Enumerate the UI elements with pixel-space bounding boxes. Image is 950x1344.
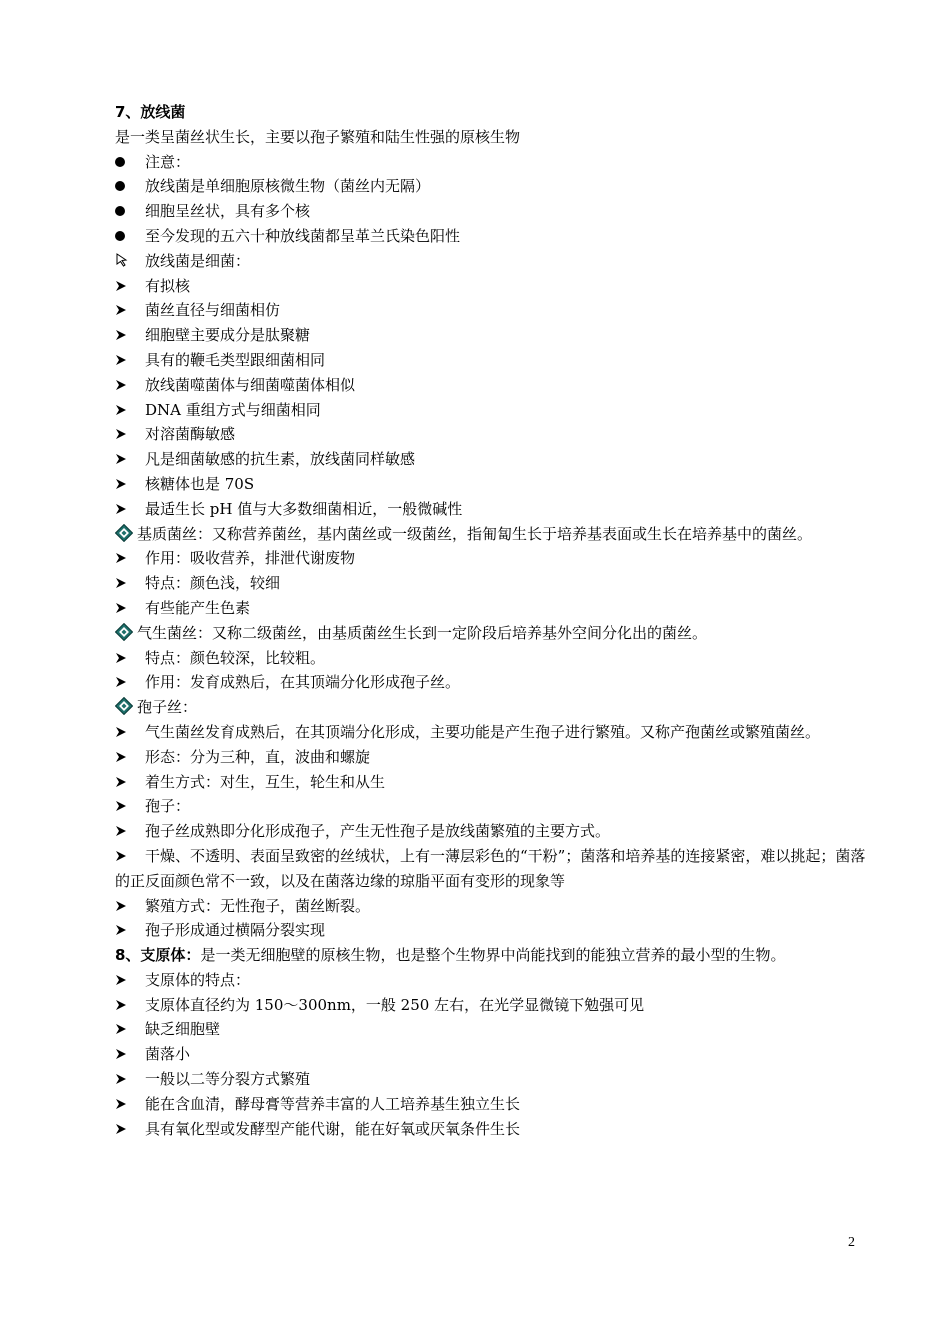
arrow-bullet-icon	[115, 745, 137, 771]
section7-title: 7、放线菌	[115, 103, 186, 121]
list-item-text: 有拟核	[145, 276, 191, 295]
list-item-text: DNA 重组方式与细菌相同	[145, 400, 321, 419]
list-item-text: 孢子丝成熟即分化形成孢子，产生无性孢子是放线菌繁殖的主要方式。	[145, 822, 611, 841]
list-item	[115, 472, 873, 497]
section8-list	[115, 968, 873, 1142]
spore-heading: 孢子丝：	[115, 695, 873, 720]
arrow-bullet-icon	[115, 398, 137, 424]
substrate-heading: 基质菌丝：又称营养菌丝，基内菌丝或一级菌丝，指匍匐生长于培养基表面或生长在培养基中的菌丝。	[115, 522, 873, 547]
list-item	[115, 298, 873, 323]
section8-title: 8、支原体：	[115, 946, 201, 965]
list-item-text: 凡是细菌敏感的抗生素，放线菌同样敏感	[145, 450, 416, 469]
list-item-text: 着生方式：对生，互生，轮生和从生	[145, 772, 386, 791]
arrow-bullet-icon	[115, 447, 137, 473]
section8-intro: 是一类无细胞壁的原核生物，也是整个生物界中尚能找到的能独立营养的最小型的生物。	[200, 946, 786, 965]
list-item	[115, 1117, 873, 1142]
list-item	[115, 844, 873, 894]
note-list	[115, 150, 873, 249]
list-item	[115, 819, 873, 844]
list-item-text: 干燥、不透明、表面呈致密的丝绒状，上有一薄层彩色的“干粉”；菌落和培养基的连接紧密，难以挑起；菌落的正反面颜色常不一致，以及在菌落边缘的琼脂平面有变形的现象等	[115, 846, 866, 890]
list-item	[115, 745, 873, 770]
list-item	[115, 596, 873, 621]
bullet-dot-icon	[115, 224, 137, 249]
list-item-text: 孢子：	[145, 797, 191, 816]
arrow-bullet-icon	[115, 546, 137, 572]
list-item	[115, 274, 873, 299]
list-item	[115, 373, 873, 398]
bacteria-heading: 放线菌是细菌：	[115, 249, 873, 274]
arrow-bullet-icon	[115, 670, 137, 696]
list-item	[115, 770, 873, 795]
list-item-text: 繁殖方式：无性孢子，菌丝断裂。	[145, 896, 371, 915]
arrow-bullet-icon	[115, 770, 137, 796]
arrow-bullet-icon	[115, 348, 137, 374]
arrow-bullet-icon	[115, 373, 137, 399]
arrow-bullet-icon	[115, 720, 137, 746]
arrow-bullet-icon	[115, 274, 137, 300]
list-item	[115, 894, 873, 919]
section8-heading	[115, 943, 873, 968]
list-item-text: 形态：分为三种，直，波曲和螺旋	[145, 747, 371, 766]
arrow-bullet-icon	[115, 571, 137, 597]
list-item-text: 注意：	[145, 152, 191, 171]
list-item-text: 气生菌丝发育成熟后，在其顶端分化形成，主要功能是产生孢子进行繁殖。又称产孢菌丝或繁殖菌丝。	[145, 722, 821, 741]
section7-intro: 是一类呈菌丝状生长，主要以孢子繁殖和陆生性强的原核生物	[115, 127, 521, 146]
list-item	[115, 546, 873, 571]
list-item	[115, 670, 873, 695]
spore-list	[115, 720, 873, 943]
list-item-text: 作用：发育成熟后，在其顶端分化形成孢子丝。	[145, 673, 461, 692]
list-item-text: 最适生长 pH 值与大多数细菌相近，一般微碱性	[145, 499, 463, 518]
list-item-text: 至今发现的五六十种放线菌都呈革兰氏染色阳性	[145, 226, 461, 245]
bacteria-list	[115, 274, 873, 522]
arrow-bullet-icon	[115, 993, 137, 1019]
list-item-text: 细胞呈丝状，具有多个核	[145, 202, 311, 221]
list-item	[115, 918, 873, 943]
arrow-bullet-icon	[115, 646, 137, 672]
hollow-arrow-icon	[115, 249, 137, 275]
arrow-bullet-icon	[115, 1042, 137, 1068]
arrow-bullet-icon	[115, 472, 137, 498]
list-item-text: 支原体的特点：	[145, 970, 251, 989]
list-item	[115, 199, 873, 224]
arrow-bullet-icon	[115, 323, 137, 349]
arrow-bullet-icon	[115, 968, 137, 994]
arrow-bullet-icon	[115, 794, 137, 820]
arrow-bullet-icon	[115, 298, 137, 324]
list-item-text: 菌丝直径与细菌相仿	[145, 301, 281, 320]
arrow-bullet-icon	[115, 844, 137, 870]
arrow-bullet-icon	[115, 1117, 137, 1143]
list-item	[115, 150, 873, 175]
diamond-icon	[115, 524, 133, 542]
list-item	[115, 794, 873, 819]
list-item-text: 放线菌噬菌体与细菌噬菌体相似	[145, 375, 356, 394]
arrow-bullet-icon	[115, 1017, 137, 1043]
list-item	[115, 224, 873, 249]
arrow-bullet-icon	[115, 1067, 137, 1093]
bullet-dot-icon	[115, 174, 137, 199]
substrate-list	[115, 546, 873, 620]
list-item	[115, 571, 873, 596]
list-item	[115, 174, 873, 199]
page-number: 2	[848, 1235, 855, 1250]
list-item-text: 一般以二等分裂方式繁殖	[145, 1070, 311, 1089]
arrow-bullet-icon	[115, 918, 137, 944]
aerial-heading: 气生菌丝：又称二级菌丝，由基质菌丝生长到一定阶段后培养基外空间分化出的菌丝。	[115, 621, 873, 646]
list-item-text: 核糖体也是 70S	[145, 474, 255, 493]
arrow-bullet-icon	[115, 497, 137, 523]
list-item	[115, 398, 873, 423]
list-item	[115, 646, 873, 671]
diamond-icon	[115, 623, 133, 641]
list-item	[115, 720, 873, 745]
list-item-text: 孢子形成通过横隔分裂实现	[145, 921, 326, 940]
list-item	[115, 497, 873, 522]
list-item	[115, 1067, 873, 1092]
list-item-text: 特点：颜色浅，较细	[145, 574, 281, 593]
list-item-text: 特点：颜色较深，比较粗。	[145, 648, 326, 667]
list-item-text: 细胞壁主要成分是肽聚糖	[145, 326, 311, 345]
list-item-text: 具有氧化型或发酵型产能代谢，能在好氧或厌氧条件生长	[145, 1119, 521, 1138]
list-item-text: 支原体直径约为 150～300nm，一般 250 左右，在光学显微镜下勉强可见	[145, 995, 645, 1014]
list-item-text: 缺乏细胞壁	[145, 1020, 221, 1039]
list-item-text: 作用：吸收营养，排泄代谢废物	[145, 549, 356, 568]
list-item	[115, 1092, 873, 1117]
arrow-bullet-icon	[115, 819, 137, 845]
list-item	[115, 968, 873, 993]
list-item	[115, 323, 873, 348]
list-item	[115, 993, 873, 1018]
bullet-dot-icon	[115, 199, 137, 224]
aerial-list	[115, 646, 873, 696]
arrow-bullet-icon	[115, 596, 137, 622]
bullet-dot-icon	[115, 150, 137, 175]
diamond-icon	[115, 697, 133, 715]
arrow-bullet-icon	[115, 1092, 137, 1118]
list-item	[115, 447, 873, 472]
list-item	[115, 1042, 873, 1067]
list-item	[115, 1017, 873, 1042]
list-item-text: 菌落小	[145, 1045, 191, 1064]
list-item-text: 有些能产生色素	[145, 598, 251, 617]
list-item-text: 放线菌是单细胞原核微生物（菌丝内无隔）	[145, 177, 431, 196]
arrow-bullet-icon	[115, 422, 137, 448]
list-item-text: 能在含血清，酵母膏等营养丰富的人工培养基生独立生长	[145, 1094, 521, 1113]
arrow-bullet-icon	[115, 894, 137, 920]
list-item-text: 具有的鞭毛类型跟细菌相同	[145, 350, 326, 369]
list-item-text: 对溶菌酶敏感	[145, 425, 236, 444]
list-item	[115, 422, 873, 447]
list-item	[115, 348, 873, 373]
document-body	[115, 100, 873, 1141]
